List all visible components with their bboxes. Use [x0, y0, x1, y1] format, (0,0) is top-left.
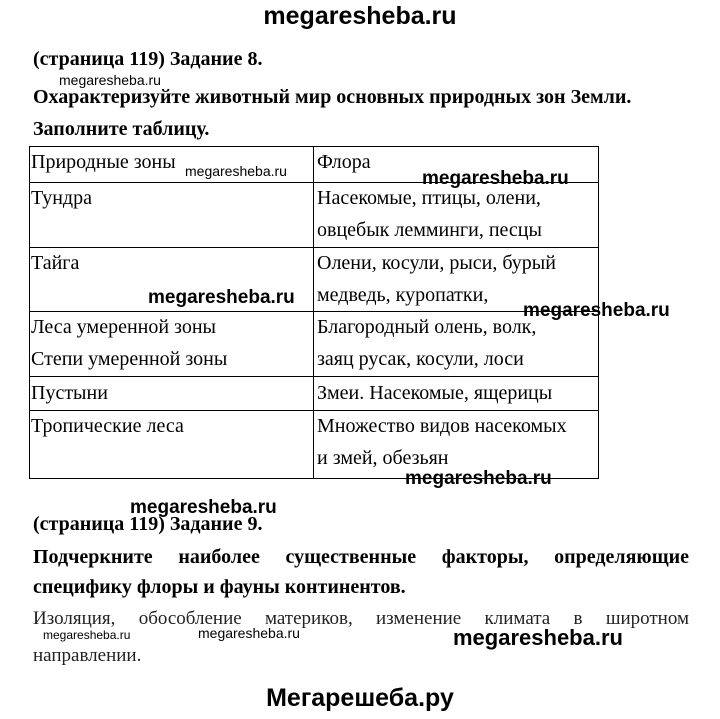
- watermark: megaresheba.ru: [198, 625, 300, 641]
- site-footer: Мегарешеба.ру: [266, 684, 454, 712]
- table-cell-fauna: овцебык лемминги, песцы: [317, 219, 542, 241]
- task9-answer-line2: направлении.: [33, 645, 142, 666]
- table-cell-zone: Пустыни: [31, 382, 108, 404]
- table-cell-fauna: Олени, косули, рыси, бурый: [317, 252, 556, 274]
- task9-answer-line1: Изоляция, обособление материков, изменение климата в широтном: [33, 608, 689, 629]
- table-header-flora: Флора: [317, 151, 371, 173]
- watermark: megaresheba.ru: [43, 628, 131, 642]
- table-cell-zone: Тайга: [31, 252, 80, 274]
- table-cell-fauna: Множество видов насекомых: [317, 415, 567, 437]
- table-header-zones: Природные зоны: [31, 151, 176, 173]
- watermark: megaresheba.ru: [422, 168, 569, 189]
- task8-prompt-line2: Заполните таблицу.: [33, 118, 210, 140]
- table-cell-zone: Леса умеренной зоны: [31, 316, 216, 338]
- task9-prompt-line1: Подчеркните наиболее существенные факторы, определяющие: [33, 546, 689, 568]
- table-column-divider: [313, 146, 314, 479]
- watermark: megaresheba.ru: [405, 468, 552, 489]
- watermark: megaresheba.ru: [523, 300, 670, 321]
- watermark: megaresheba.ru: [148, 287, 295, 308]
- table-cell-fauna: Насекомые, птицы, олени,: [317, 187, 541, 209]
- table-cell-fauna: заяц русак, косули, лоси: [317, 348, 524, 370]
- table-cell-fauna: Благородный олень, волк,: [317, 316, 537, 338]
- task9-prompt-line2: специфику флоры и фауны континентов.: [33, 576, 406, 598]
- table-border-left: [29, 146, 30, 479]
- table-cell-zone: Тундра: [31, 187, 92, 209]
- watermark: megaresheba.ru: [59, 72, 161, 88]
- table-cell-zone: Тропические леса: [31, 415, 184, 437]
- table-cell-zone: Степи умеренной зоны: [31, 348, 228, 370]
- task8-title: (страница 119) Задание 8.: [33, 48, 263, 70]
- table-cell-fauna: медведь, куропатки,: [317, 284, 489, 306]
- table-cell-fauna: Змеи. Насекомые, ящерицы: [317, 382, 553, 404]
- task8-prompt-line1: Охарактеризуйте животный мир основных природных зон Земли.: [33, 86, 632, 108]
- table-cell-fauna: и змей, обезьян: [317, 447, 449, 469]
- watermark: megaresheba.ru: [130, 497, 277, 518]
- task9-title: (страница 119) Задание 9.: [33, 513, 263, 535]
- watermark: megaresheba.ru: [453, 625, 623, 650]
- watermark: megaresheba.ru: [185, 163, 287, 179]
- site-header: megaresheba.ru: [263, 2, 457, 30]
